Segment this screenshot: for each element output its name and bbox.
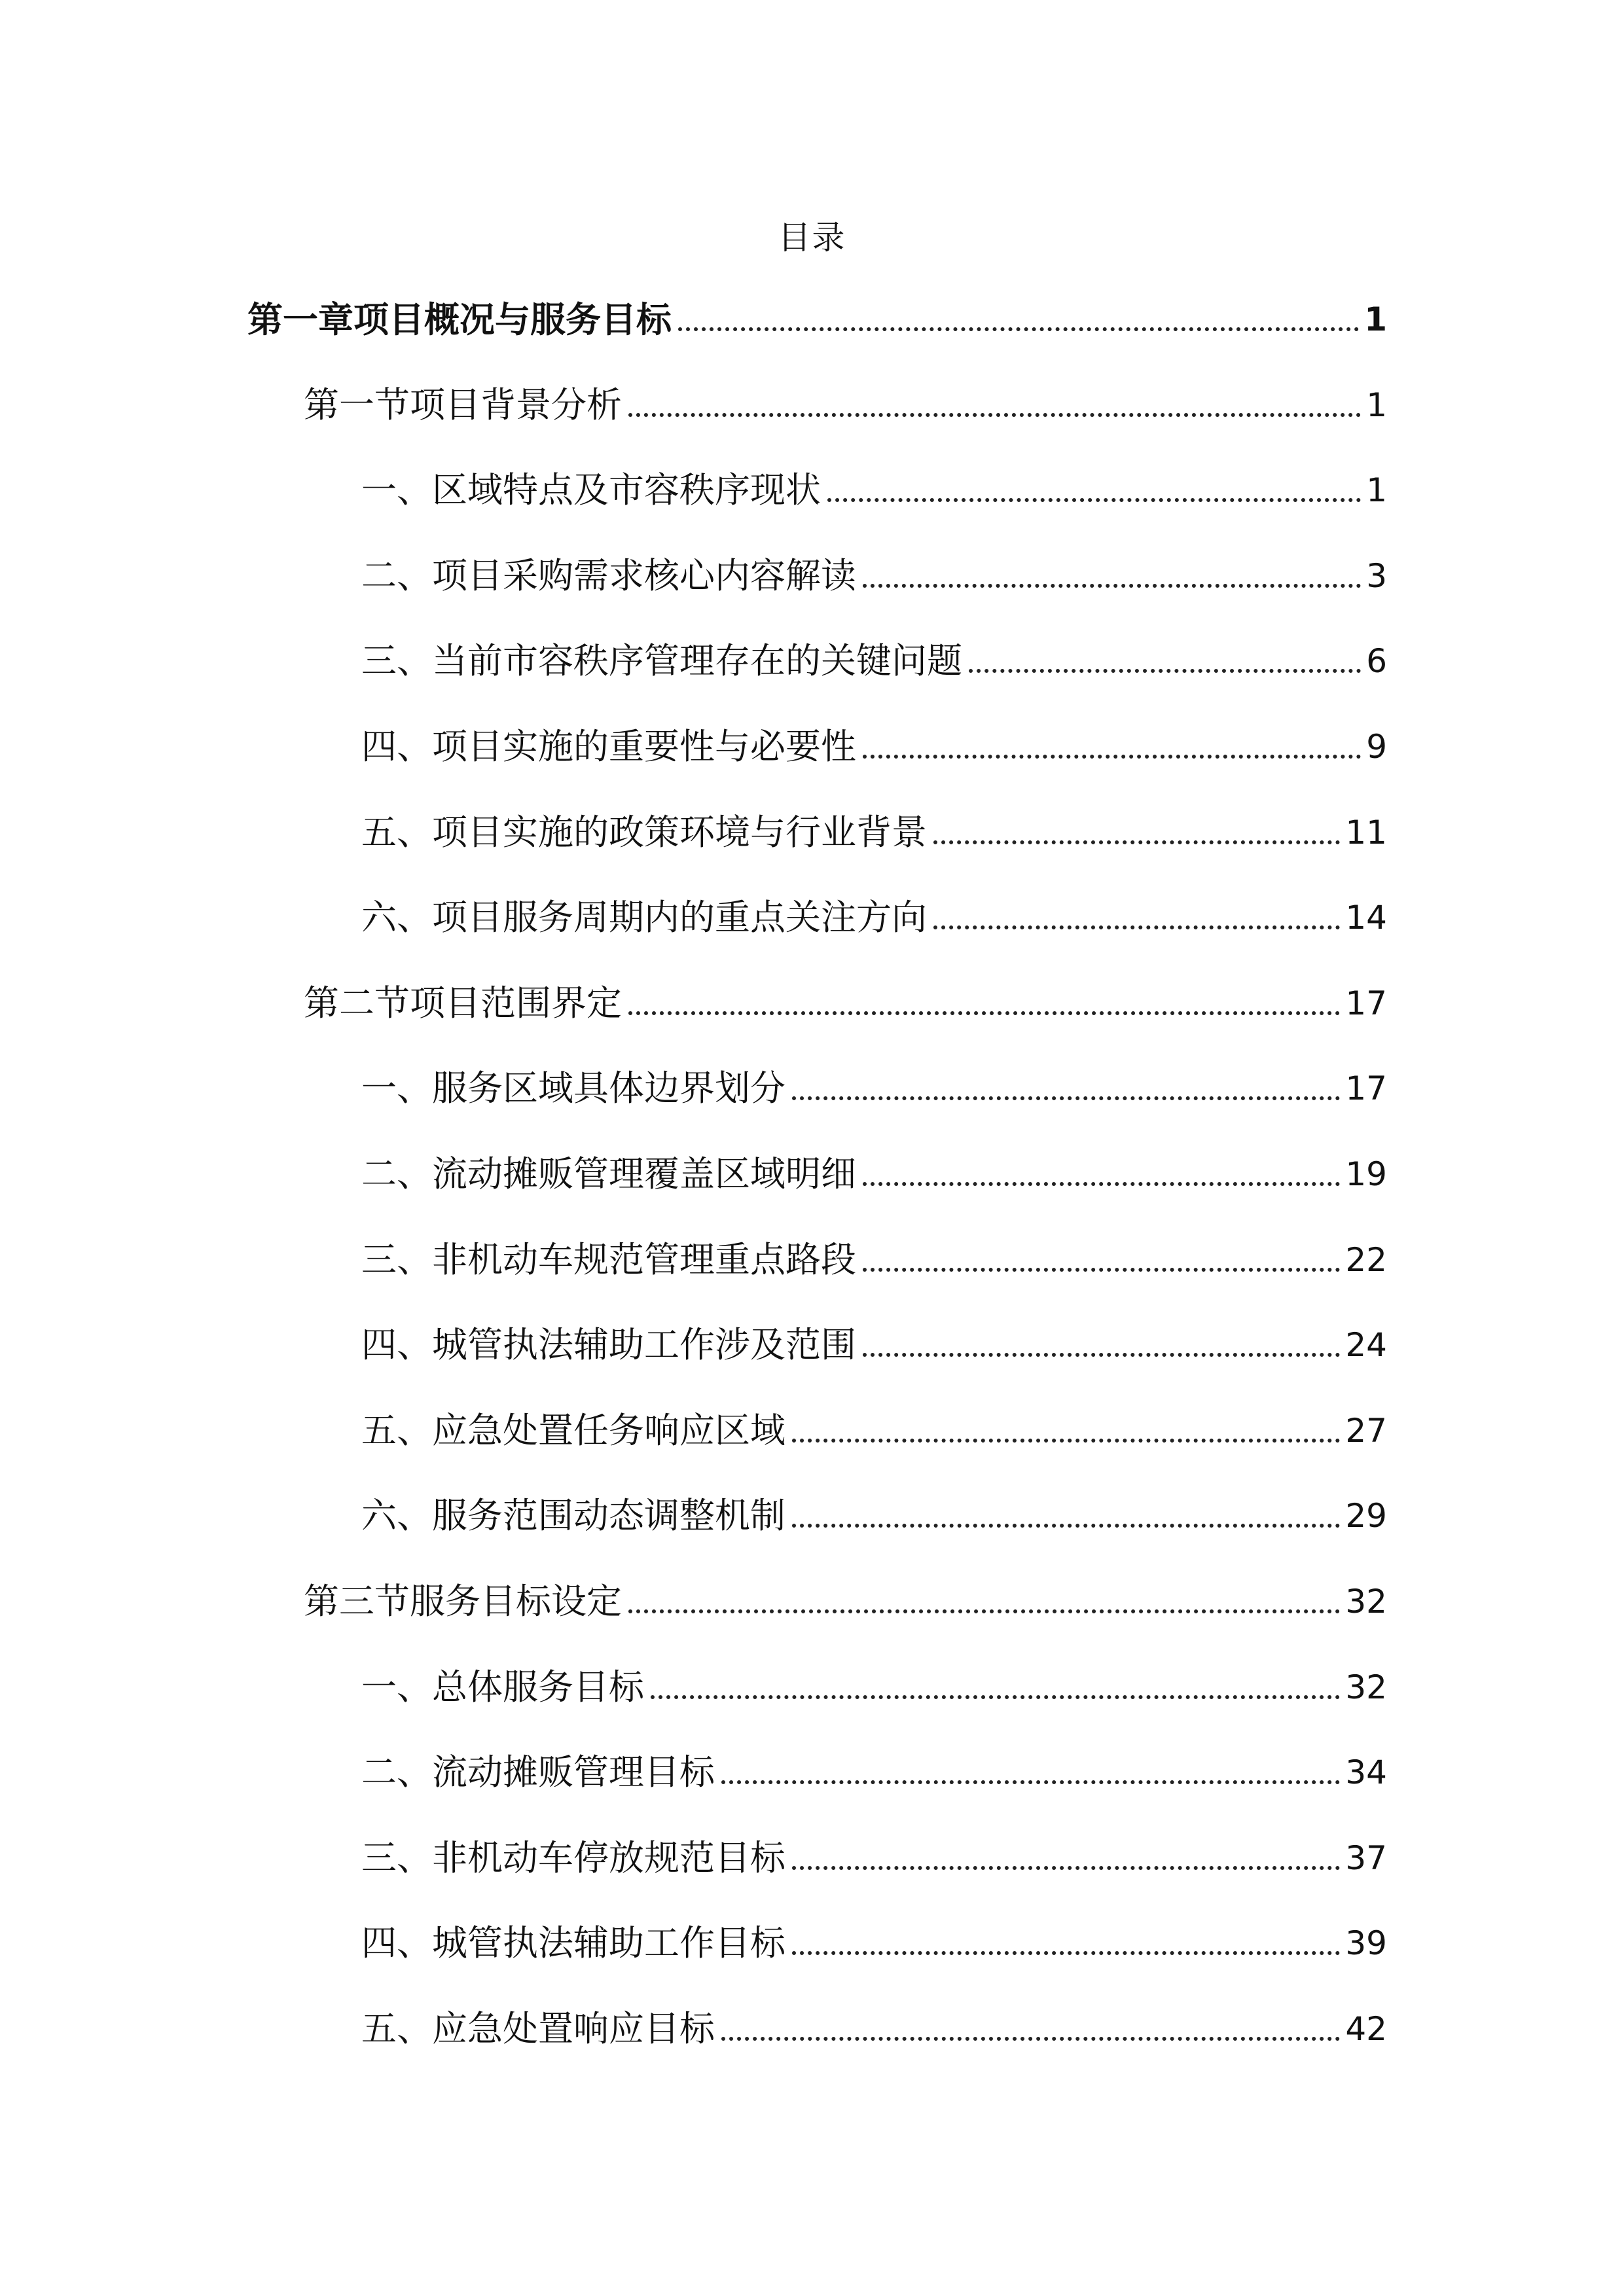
toc-entry-item[interactable] (361, 550, 1387, 602)
dot-leader (792, 1524, 1340, 1528)
toc-entry-item[interactable] (361, 806, 1387, 859)
toc-entry-label: 第二节项目范围界定 (304, 982, 622, 1024)
toc-entry-section[interactable] (304, 977, 1387, 1030)
dot-leader (933, 925, 1340, 929)
dot-leader (792, 1866, 1340, 1870)
toc-entry-item[interactable] (361, 1746, 1387, 1799)
toc-entry-label: 六、服务范围动态调整机制 (361, 1495, 785, 1536)
toc-page-number: 1 (1366, 471, 1387, 509)
toc-page-number: 24 (1345, 1326, 1387, 1364)
toc-entry-label: 二、流动摊贩管理目标 (361, 1751, 715, 1793)
toc-entry-item[interactable] (361, 2003, 1387, 2055)
toc-entry-item[interactable] (361, 1148, 1387, 1200)
toc-page-number: 3 (1366, 557, 1387, 595)
toc-entry-item[interactable] (361, 1490, 1387, 1542)
dot-leader (863, 584, 1361, 588)
toc-entry-label: 第三节服务目标设定 (304, 1581, 622, 1622)
toc-entry-label: 五、应急处置任务响应区域 (361, 1410, 785, 1451)
toc-page-number: 22 (1345, 1241, 1387, 1279)
dot-leader (933, 840, 1340, 844)
dot-leader (863, 1182, 1340, 1186)
toc-entry-item[interactable] (361, 891, 1387, 944)
dot-leader (628, 1011, 1340, 1015)
toc-page-number: 14 (1345, 899, 1387, 937)
toc-page-number: 1 (1366, 386, 1387, 424)
toc-entry-item[interactable] (361, 1832, 1387, 1884)
toc-page-number: 29 (1345, 1497, 1387, 1535)
toc-entry-label: 第一节项目背景分析 (304, 384, 622, 425)
toc-entry-item[interactable] (361, 721, 1387, 773)
toc-entry-label: 四、城管执法辅助工作目标 (361, 1922, 785, 1964)
toc-page-number: 32 (1345, 1583, 1387, 1621)
dot-leader (863, 755, 1361, 759)
dot-leader (792, 1096, 1340, 1100)
toc-page-number: 6 (1366, 642, 1387, 680)
toc-page-number: 34 (1345, 1753, 1387, 1791)
toc-entry-section[interactable] (304, 379, 1387, 431)
toc-entry-label: 三、非机动车停放规范目标 (361, 1837, 785, 1878)
dot-leader (827, 498, 1361, 502)
toc-page-number: 39 (1345, 1924, 1387, 1962)
toc-entry-chapter[interactable] (247, 293, 1387, 346)
toc-entry-label: 二、项目采购需求核心内容解读 (361, 555, 856, 596)
dot-leader (628, 1609, 1340, 1613)
dot-leader (628, 413, 1361, 417)
dot-leader (792, 1439, 1340, 1443)
toc-entry-label: 二、流动摊贩管理覆盖区域明细 (361, 1153, 856, 1194)
toc-entry-label: 五、项目实施的政策环境与行业背景 (361, 812, 927, 853)
toc-entry-item[interactable] (361, 1661, 1387, 1713)
toc-entry-label: 第一章项目概况与服务目标 (247, 298, 672, 340)
dot-leader (678, 327, 1359, 331)
toc-entry-label: 一、服务区域具体边界划分 (361, 1067, 785, 1109)
toc-page-number: 9 (1366, 728, 1387, 766)
toc-page-number: 27 (1345, 1412, 1387, 1450)
toc-title: 目录 (778, 219, 846, 257)
toc-entry-label: 三、当前市容秩序管理存在的关键问题 (361, 640, 962, 681)
dot-leader (721, 1780, 1340, 1784)
toc-entry-item[interactable] (361, 1062, 1387, 1115)
dot-leader (863, 1353, 1340, 1357)
toc-page-number: 17 (1345, 984, 1387, 1022)
toc-entry-item[interactable] (361, 1319, 1387, 1371)
toc-page-number: 19 (1345, 1155, 1387, 1193)
toc-entry-label: 三、非机动车规范管理重点路段 (361, 1239, 856, 1280)
toc-entry-item[interactable] (361, 1234, 1387, 1286)
toc-page-number: 11 (1345, 814, 1387, 852)
toc-entry-item[interactable] (361, 1917, 1387, 1969)
toc-entry-section[interactable] (304, 1575, 1387, 1628)
dot-leader (721, 2037, 1340, 2041)
toc-entry-label: 四、城管执法辅助工作涉及范围 (361, 1324, 856, 1365)
toc-page-number: 42 (1345, 2010, 1387, 2048)
toc-entry-label: 四、项目实施的重要性与必要性 (361, 726, 856, 767)
toc-page-number: 32 (1345, 1668, 1387, 1706)
toc-entry-label: 六、项目服务周期内的重点关注方向 (361, 897, 927, 938)
toc-entry-label: 五、应急处置响应目标 (361, 2008, 715, 2049)
dot-leader (863, 1268, 1340, 1272)
toc-entry-label: 一、区域特点及市容秩序现状 (361, 469, 821, 511)
toc-entry-label: 一、总体服务目标 (361, 1666, 644, 1708)
dot-leader (969, 669, 1361, 673)
toc-page-number: 37 (1345, 1839, 1387, 1877)
dot-leader (792, 1951, 1340, 1955)
toc-entry-item[interactable] (361, 635, 1387, 687)
toc-entry-item[interactable] (361, 1405, 1387, 1457)
toc-page-number: 1 (1364, 300, 1387, 338)
toc-entry-item[interactable] (361, 464, 1387, 516)
dot-leader (651, 1695, 1340, 1699)
toc-page-number: 17 (1345, 1069, 1387, 1107)
